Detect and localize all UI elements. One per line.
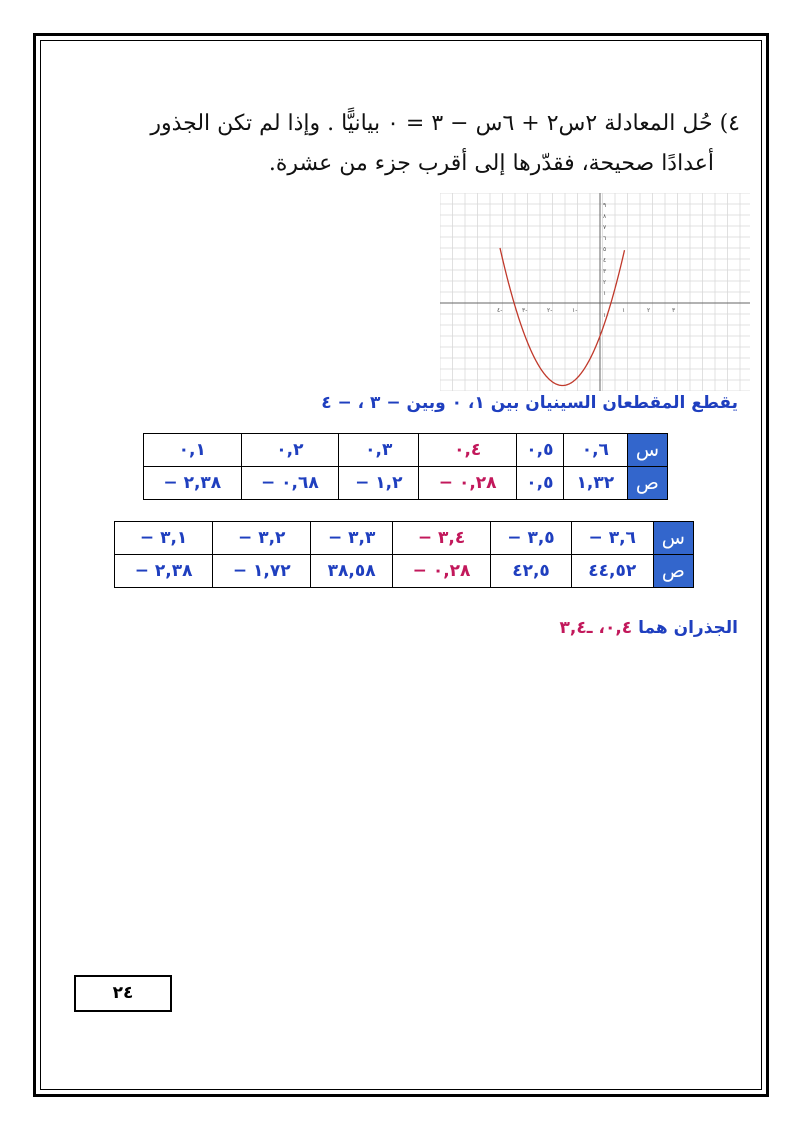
table-header-y: ص <box>653 555 693 588</box>
table-cell: ١,٧٢ − <box>213 555 311 588</box>
table-cell: ٣,٢ − <box>213 522 311 555</box>
table-header-y: ص <box>627 467 667 500</box>
x-tick-label: ٣ <box>672 307 676 314</box>
x-tick-label: ١ <box>622 307 626 314</box>
y-tick-label: ٥ <box>603 246 607 253</box>
table-cell: ٣,٤ − <box>393 522 491 555</box>
value-table-2 <box>114 521 694 588</box>
y-tick-label: ١ <box>603 290 607 297</box>
table-row <box>144 467 668 500</box>
table-row <box>144 434 668 467</box>
table-cell: ٤٢,٥ <box>491 555 572 588</box>
problem-line-1: ٤) حُل المعادلة ٢س٢ + ٦س − ٣ = ٠ بيانيًّا . وإذا لم تكن الجذور <box>150 111 740 136</box>
table-cell: ٣,٥ − <box>491 522 572 555</box>
y-tick-label: ٣ <box>603 268 607 275</box>
table-cell: ١,٣٢ <box>563 467 627 500</box>
problem-line-2: أعدادًا صحيحة، فقدّرها إلى أقرب جزء من عشرة. <box>268 151 714 176</box>
table-cell: ٣,٦ − <box>571 522 653 555</box>
table-cell: ٠,٢ <box>241 434 339 467</box>
x-tick-label: ٣- <box>522 307 528 314</box>
table-cell: ٠,٢٨ − <box>419 467 517 500</box>
table-row <box>115 555 694 588</box>
table-cell: ٠,٣ <box>339 434 419 467</box>
graph-tick-labels <box>497 202 676 319</box>
x-tick-label: ٢ <box>647 307 651 314</box>
table-cell: ٠,٦٨ − <box>241 467 339 500</box>
table-cell: ٠,٢٨ − <box>393 555 491 588</box>
table-cell: ٢,٣٨ − <box>115 555 213 588</box>
table-cell: ٣,١ − <box>115 522 213 555</box>
table-cell: ١,٢ − <box>339 467 419 500</box>
roots-values: ٠,٤، ـ٣,٤ <box>559 618 633 638</box>
roots-statement <box>560 618 738 638</box>
y-tick-label: ٩ <box>603 202 607 209</box>
table-header-x: س <box>627 434 667 467</box>
table-cell: ٣٨,٥٨ <box>311 555 393 588</box>
y-tick-label: ٨ <box>603 213 607 220</box>
parabola-graph <box>440 193 750 391</box>
y-tick-label: ٢ <box>603 279 607 286</box>
x-tick-label: ١- <box>572 307 578 314</box>
table-cell: ٠,٤ <box>419 434 517 467</box>
x-tick-label: ٤- <box>497 307 503 314</box>
y-tick-label: ٧ <box>603 224 607 231</box>
y-tick-label: ١- <box>603 312 609 319</box>
page-number: ٢٤ <box>74 975 172 1012</box>
problem-statement <box>60 104 740 184</box>
y-tick-label: ٤ <box>603 257 607 264</box>
value-table-1 <box>143 433 668 500</box>
table-cell: ٣,٣ − <box>311 522 393 555</box>
table-cell: ٠,٦ <box>563 434 627 467</box>
x-tick-label: ٢- <box>547 307 553 314</box>
table-header-x: س <box>653 522 693 555</box>
table-cell: ٠,٥ <box>516 467 563 500</box>
table-cell: ٤٤,٥٢ <box>571 555 653 588</box>
table-cell: ٢,٣٨ − <box>144 467 242 500</box>
graph-grid <box>440 193 750 391</box>
table-row <box>115 522 694 555</box>
y-tick-label: ٦ <box>603 235 607 242</box>
table-cell: ٠,٥ <box>516 434 563 467</box>
intersection-statement: يقطع المقطعان السينيان بين ١، ٠ وبين − ٣ ، − ٤ <box>321 393 738 413</box>
roots-label: الجذران هما <box>638 618 738 638</box>
table-cell: ٠,١ <box>144 434 242 467</box>
